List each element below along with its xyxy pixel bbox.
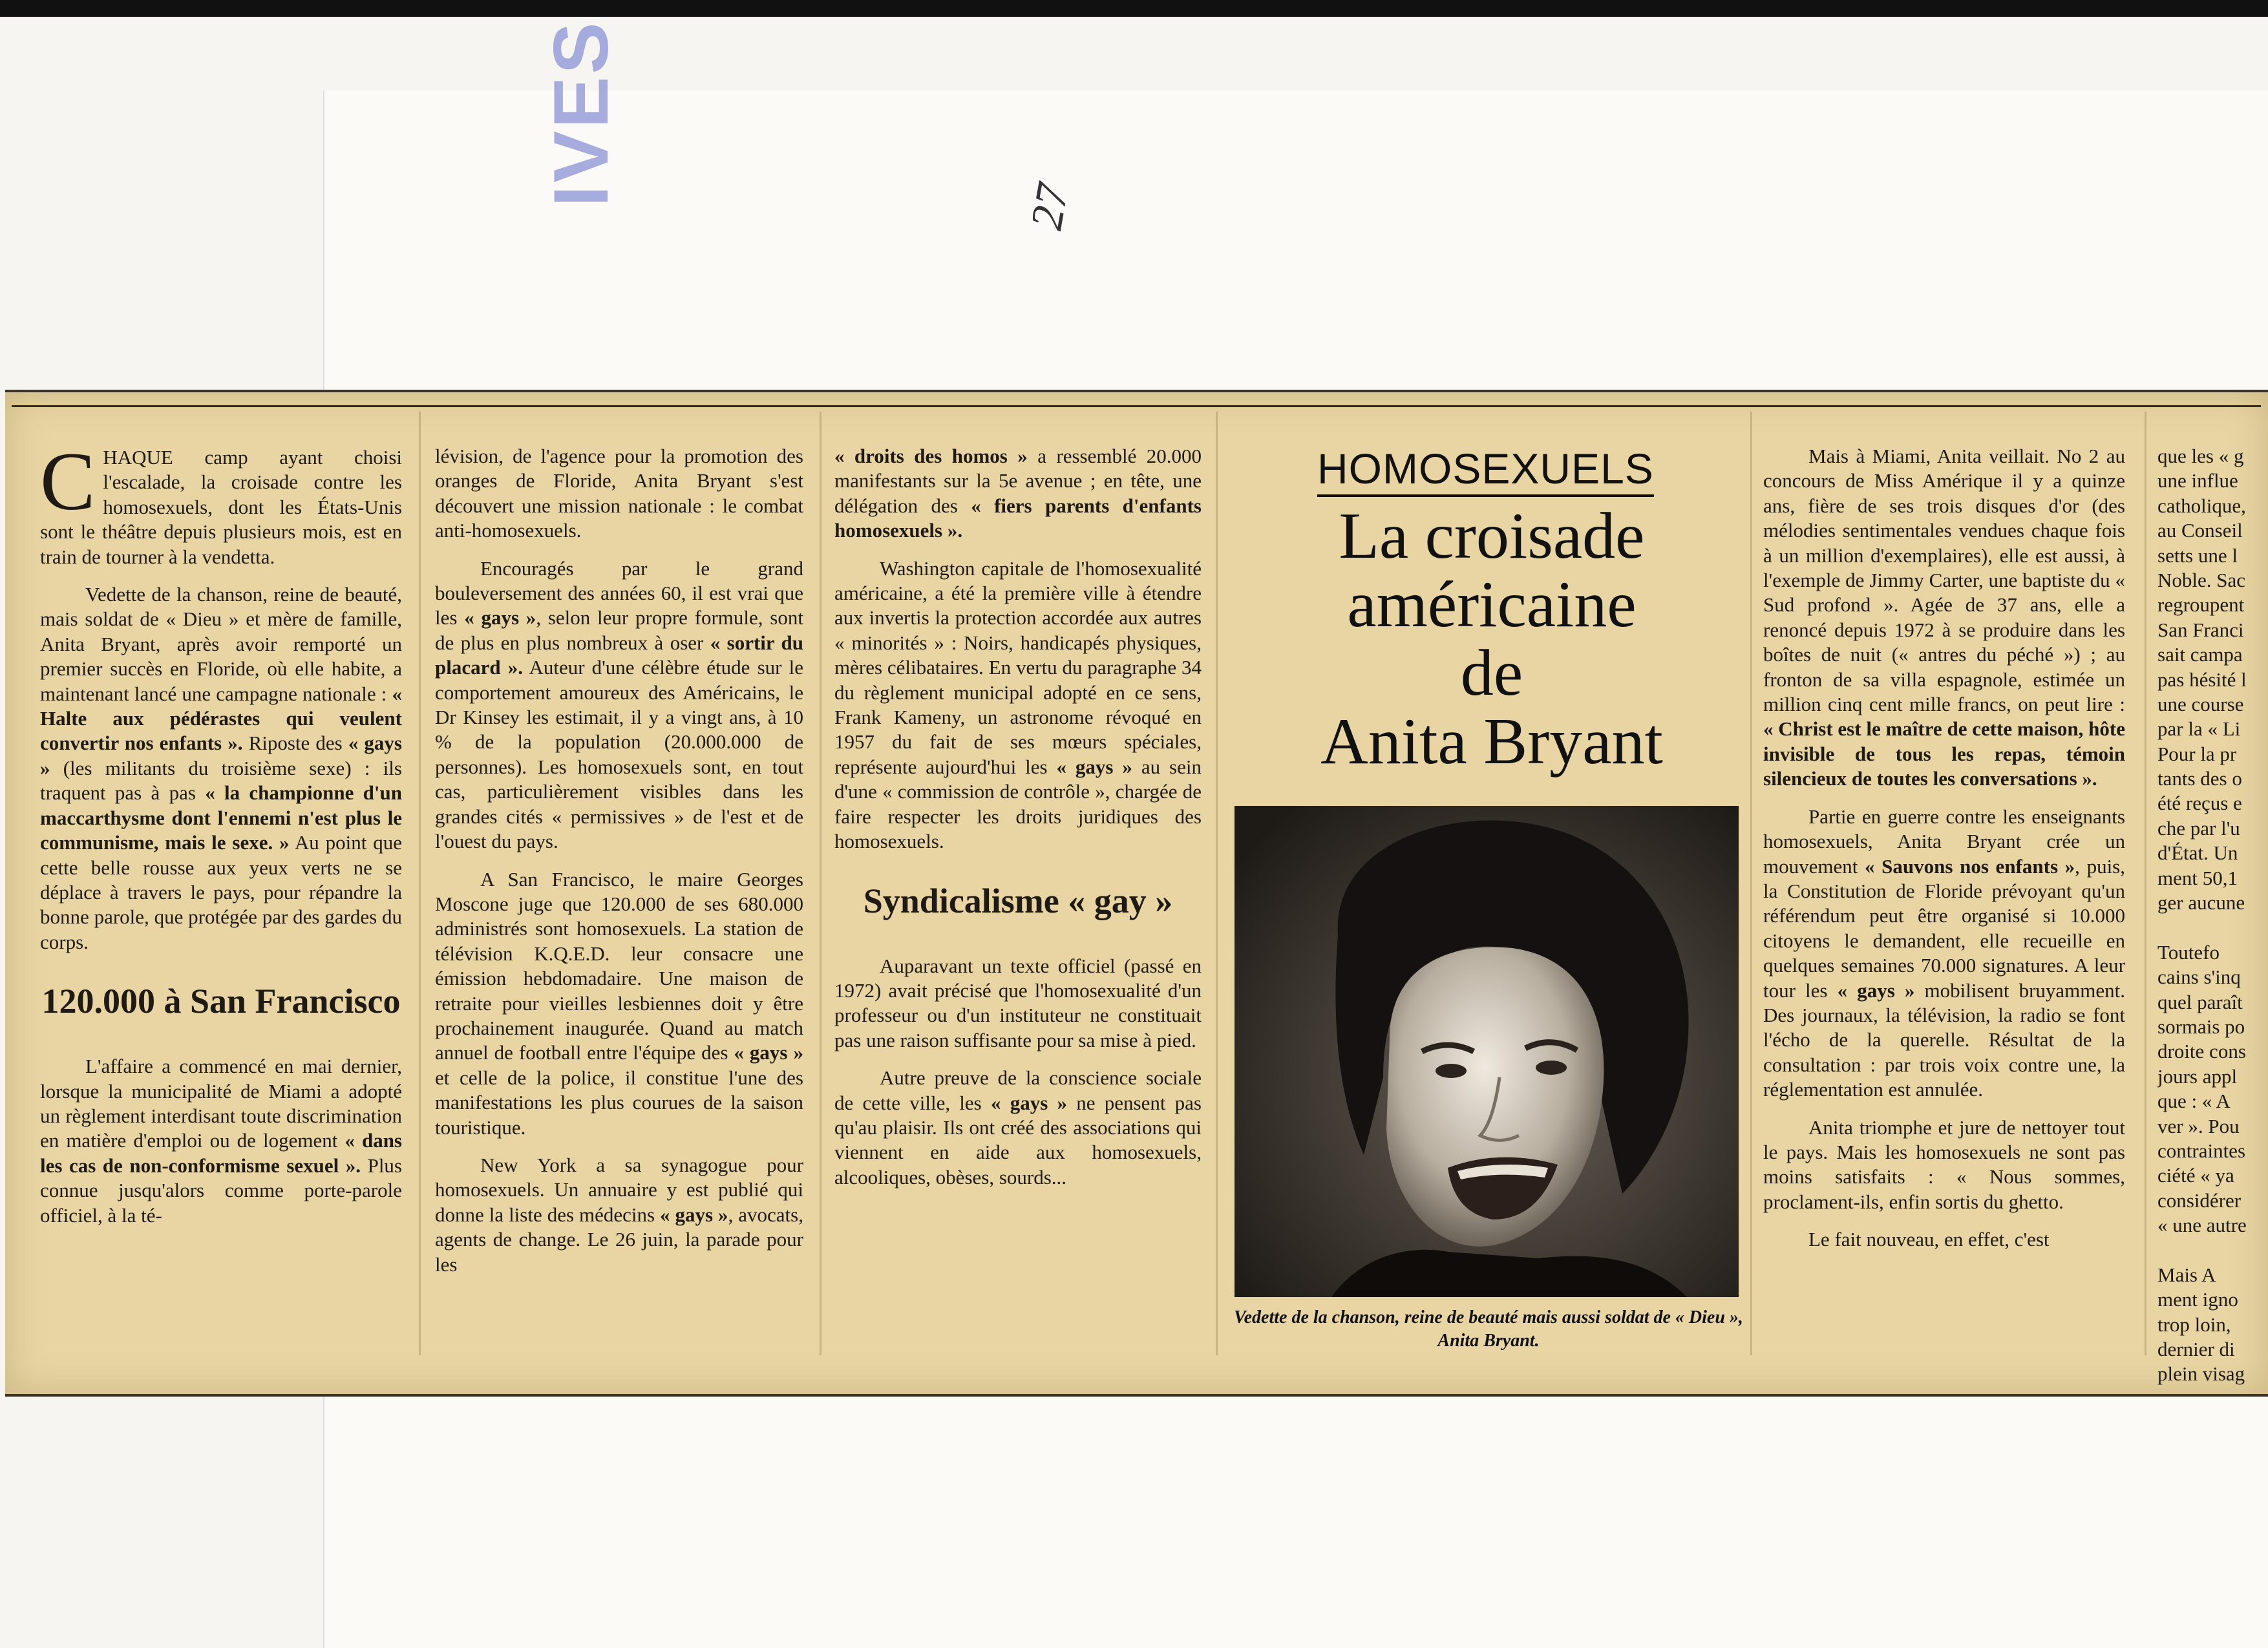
text: L'affaire a commencé en mai dernier, lorsque la municipalité de Miami a adopté un règlement interdisant toute discrimination en matière d'emploi ou de logement [40,1055,402,1152]
truncated-line [2157,1238,2268,1263]
subheading-san-francisco: 120.000 à San Francisco [41,982,401,1021]
text: ne pensent pas qu'au plaisir. Ils ont créé des associations qui viennent en aide aux homosexuels, alcooliques, obèses, sourds... [834,1091,1202,1188]
truncated-line: que les « g [2157,445,2244,467]
text: et celle de la police, il constitue l'une des manifestations les plus courues de la saison touristique. [435,1066,803,1139]
subheading-syndicalisme: Syndicalisme « gay » [863,881,1173,920]
truncated-line: cains s'inq [2157,966,2241,989]
article-column-3 [834,444,1202,1203]
text: Washington capitale de l'homosexualité américaine, a été la première ville à étendre aux invertis la protection accordée aux autres « minorités » : Noirs, handicapés physiques, mères célibataires. En vertu du paragraphe 34 du règlement municipal adopté en ce sens, Frank Kameny, un astronome révoqué en 1957 du fait de ses mœurs spéciales, représente aujourd'hui les [834,556,1202,778]
column-fold [820,412,821,1355]
truncated-line: catholique, [2157,494,2246,517]
bold-quote: « Christ est le maître de cette maison, hôte invisible de tous les repas, témoin silencieux de toutes les conversations ». [1763,717,2125,790]
bold-quote: « Halte aux pédérastes qui veulent convertir nos enfants ». [40,682,402,755]
anita-bryant-photo [1235,806,1739,1297]
paragraph [40,1054,402,1228]
text: Autre preuve de la conscience sociale de cette ville, les [834,1066,1202,1114]
article-column-2 [435,444,803,1290]
truncated-line: une influe [2157,469,2238,492]
text: Encouragés par le grand bouleversement des années 60, il est vrai que les [435,556,803,629]
text: New York a sa synagogue pour homosexuels. Un annuaire y est publié qui donne la liste des médecins [435,1153,803,1226]
article-column-1 [40,436,403,1241]
truncated-line: setts une l [2157,544,2238,567]
archive-stamp: IVES [538,19,624,207]
bold-quote: « dans les cas de non-conformisme sexuel ». [40,1129,403,1177]
section-rubric: HOMOSEXUELS [1317,444,1654,497]
truncated-line: ger aucune [2157,891,2245,914]
bold-quote: « gays » [734,1041,803,1064]
article-column-5-truncated [2157,444,2268,1387]
bold-quote: « gays » [40,732,402,779]
truncated-line: Mais A [2157,1263,2216,1286]
truncated-line: trop loin, [2157,1313,2231,1336]
bold-quote: « sortir du placard ». [435,631,803,679]
paragraph [1763,805,2125,1103]
column-fold [1216,412,1218,1355]
truncated-line: par la « Li [2157,717,2241,741]
truncated-line: plein visag [2157,1362,2245,1386]
text: , puis, la Constitution de Floride prévoyant qu'un référendum peut être organisé si 10.000 citoyens le demandent, elle recueille en quelques semaines 70.000 signatures. A leur tour les [1763,854,2125,1002]
truncated-line: été reçus e [2157,792,2242,815]
drop-cap: C [40,436,96,527]
truncated-line: « une autre [2157,1214,2247,1237]
truncated-line: jours appl [2157,1064,2238,1088]
truncated-line: regroupent [2157,593,2245,617]
truncated-line: au Conseil [2157,519,2243,542]
truncated-line: quel paraît [2157,990,2243,1013]
paragraph [435,556,803,854]
headline-line: Anita Bryant [1320,705,1663,778]
text: Mais à Miami, Anita veillait. No 2 au concours de Miss Amérique il y a quinze ans, fière de ses trois disques d'or (des mélodies sentimentales vendues chaque fois à un million d'exemplaires), elle est aussi, à l'exemple de Jimmy Carter, une baptiste du « Sud profond ». Agée de 37 ans, elle a renoncé depuis 1972 à se produire dans les boîtes de nuit (« antres du péché ») ; au fronton de sa villa espagnole, estimée un million cinq cent mille francs, on peut lire : [1763,445,2125,716]
paragraph [435,867,803,1140]
text: Riposte des [242,732,348,755]
scan-top-edge [0,0,2268,17]
truncated-line: droite cons [2157,1040,2246,1063]
truncated-line: ment igno [2157,1288,2238,1311]
truncated-line: ciété « ya [2157,1164,2234,1187]
truncated-line: Noble. Sac [2157,568,2246,591]
paragraph [834,1066,1202,1190]
truncated-line: sormais po [2157,1015,2245,1038]
text: A San Francisco, le maire Georges Moscone juge que 120.000 de ses 680.000 administrés sont homosexuels. La station de télévision K.Q.E.D. leur consacre une émission hebdomadaire. Une maison de retraite pour vieilles lesbiennes doit y être prochainement inaugurée. Quand au match annuel de football entre l'équipe des [435,867,803,1064]
bold-quote: « gays » [1056,755,1132,778]
headline-line: américaine [1347,568,1637,641]
handwritten-number: 27 [1021,180,1079,234]
paragraph: Le fait nouveau, en effet, c'est [1808,1228,2050,1251]
truncated-line: Toutefo [2157,940,2220,964]
bold-quote: « fiers parents d'enfants homosexuels ». [834,494,1202,542]
truncated-line: Pour la pr [2157,742,2237,765]
bold-quote: « gays » [464,606,536,629]
portrait-illustration [1235,806,1739,1297]
paragraph [435,1153,803,1277]
bold-quote: « gays » [1837,978,1915,1002]
paragraph [40,582,402,955]
text: a ressemblé 20.000 manifestants sur la 5e avenue ; en tête, une délégation des [834,445,1202,517]
lead-text: HAQUE camp ayant choisi l'escalade, la croisade contre les homosexuels, dont les États-Unis sont le théâtre depuis plusieurs mois, est en train de tourner à la vendetta. [40,446,402,568]
text: Auteur d'une célèbre étude sur le comportement amoureux des Américains, le Dr Kinsey les estimait, il y a vingt ans, à 10 % de la population (20.000.000 de personnes). Les homosexuels sont, en tout cas, particulièrement visibles dans les grandes cités « permissives » de l'est et de l'ouest du pays. [435,656,803,853]
text: mobilisent bruyamment. Des journaux, la télévision, la radio se font l'écho de la querelle. Résultat de la consultation : par trois voix contre une, la réglementation est annulée. [1763,978,2125,1101]
bold-quote: « droits des homos » [834,445,1028,467]
text: Au point que cette belle rousse aux yeux verts ne se déplace à travers le pays, pour répandre la bonne parole, que protégée par des gardes du corps. [40,831,402,953]
text: (les militants du troisième sexe) : ils traquent pas à pas [40,756,402,805]
truncated-line: ment 50,1 [2157,866,2238,889]
truncated-line: pas hésité l [2157,668,2247,691]
clipping-frame-rule [12,405,2261,407]
truncated-line: San Franci [2157,618,2244,641]
text: , avocats, agents de change. Le 26 juin, la parade pour les [435,1203,803,1276]
paragraph: Anita triomphe et jure de nettoyer tout le pays. Mais les homosexuels ne sont pas moins satisfaits : « Nous sommes, proclament-ils, enfin sortis du ghetto. [1763,1115,2125,1213]
truncated-line: contraintes [2157,1139,2246,1162]
truncated-line: che par l'u [2157,816,2240,840]
truncated-line [2157,915,2268,940]
lead-paragraph [40,436,402,569]
bold-quote: « Sauvons nos enfants » [1865,854,2075,878]
headline-line: de [1460,637,1523,710]
column-fold [419,412,421,1355]
article-column-4 [1763,444,2125,1265]
truncated-line: ver ». Pou [2157,1114,2240,1137]
paragraph: lévision, de l'agence pour la promotion des oranges de Floride, Anita Bryant s'est découvert une mission nationale : le combat anti-homosexuels. [435,445,803,542]
text: , selon leur propre formule, sont de plus en plus nombreux à oser [435,606,803,654]
bold-quote: « la championne d'un maccarthysme dont l'ennemi n'est plus le communisme, mais le sexe. » [40,781,402,854]
truncated-line: dernier di [2157,1338,2235,1361]
text: Plus connue jusqu'alors comme porte-parole officiel, à la té- [40,1154,402,1227]
paragraph [834,444,1202,544]
truncated-line: une course [2157,692,2244,715]
text: au sein d'une « commission de contrôle », chargée de faire respecter les droits juridiques des homosexuels. [834,755,1202,853]
column-fold [1750,412,1752,1355]
truncated-line: considérer [2157,1188,2242,1212]
bold-quote: « gays » [660,1203,728,1226]
paragraph [1763,444,2125,792]
column-fold [2145,412,2146,1355]
text: Vedette de la chanson, reine de beauté, mais soldat de « Dieu » et mère de famille, Anita Bryant, après avoir remporté un premier succès en Floride, où elle habite, a maintenant lancé une campagne nationale : [40,583,402,705]
truncated-line: sait campa [2157,643,2243,666]
truncated-line: d'État. Un [2157,841,2238,865]
photo-caption: Vedette de la chanson, reine de beauté mais aussi soldat de « Dieu », Anita Bryant. [1234,1307,1743,1351]
text: Partie en guerre contre les enseignants homosexuels, Anita Bryant crée un mouvement [1763,805,2125,878]
newspaper-clipping [5,390,2268,1397]
truncated-line: tants des o [2157,767,2242,790]
headline [1233,502,1750,776]
headline-line: La croisade [1339,500,1645,573]
paragraph [834,556,1202,854]
truncated-line: que : « A [2157,1090,2231,1113]
paragraph: Auparavant un texte officiel (passé en 1972) avait précisé que l'homosexualité d'un professeur ou d'un instituteur ne constituait pas une raison suffisante pour sa mise à pied. [834,954,1202,1051]
bold-quote: « gays » [990,1091,1068,1114]
